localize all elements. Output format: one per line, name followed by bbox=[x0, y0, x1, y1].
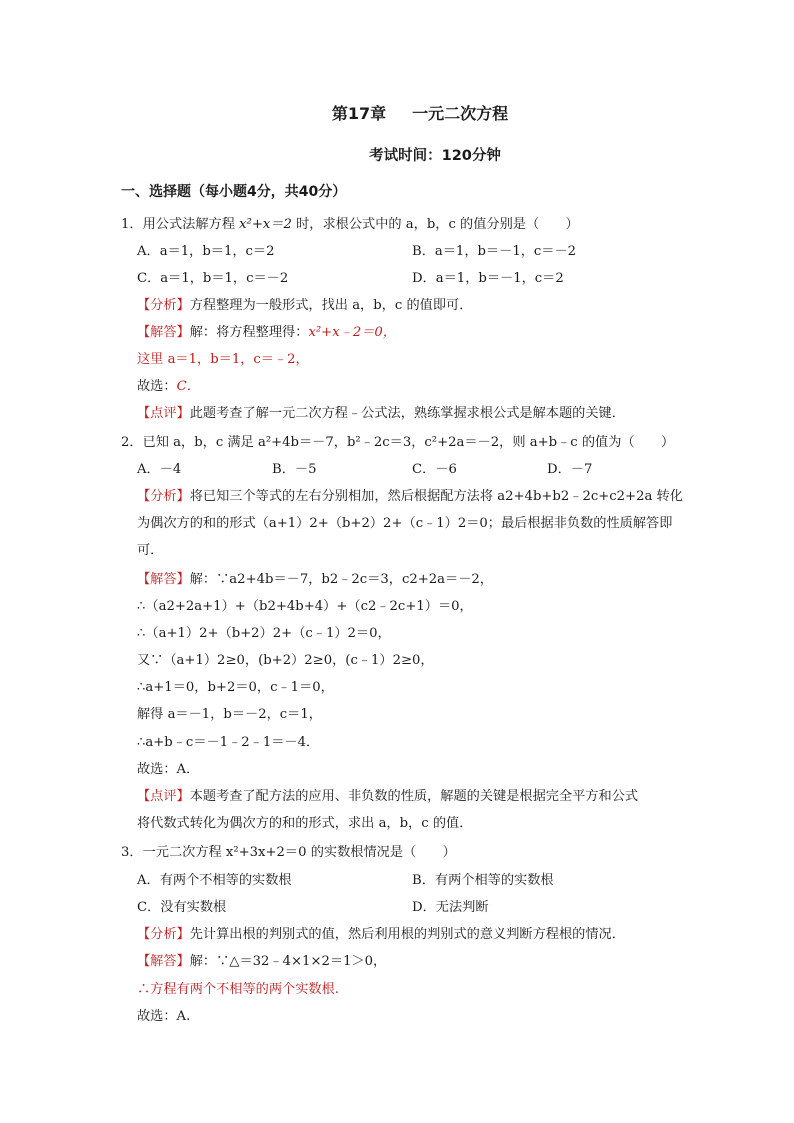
q2-step: 又∵（a+1）2≥0，(b+2）2≥0，(c﹣1）2≥0， bbox=[137, 653, 434, 668]
q1-stem: 1．用公式法解方程 x²+x＝2 时，求根公式中的 a，b，c 的值分别是（ ） bbox=[121, 217, 579, 232]
q2-stem: 2．已知 a，b，c 满足 a²+4b＝－7，b²﹣2c＝3，c²+2a＝－2，则 a+b﹣c 的值为（ ） bbox=[121, 435, 675, 450]
q3-conclusion: ∴方程有两个不相等的两个实数根. bbox=[137, 982, 340, 997]
q2-step: ∴a+1＝0，b+2＝0，c﹣1＝0， bbox=[137, 680, 334, 695]
q3-option-d: D．无法判断 bbox=[412, 900, 489, 915]
q2-analysis-line3: 可． bbox=[137, 543, 164, 558]
q3-option-a: A．有两个不相等的实数根 bbox=[137, 873, 292, 888]
chapter-title: 第17章 一元二次方程 bbox=[331, 104, 509, 123]
q3-solution: 【解答】解：∵△＝32﹣4×1×2＝1＞0， bbox=[137, 954, 387, 969]
exam-time: 考试时间：120分钟 bbox=[369, 148, 501, 164]
q2-step: ∴a+b﹣c＝－1﹣2﹣1＝－4． bbox=[137, 735, 320, 750]
q2-answer: 故选：A． bbox=[137, 762, 200, 777]
q3-answer: 故选：A. bbox=[137, 1009, 191, 1024]
q2-analysis-line2: 为偶次方的和的形式（a+1）2+（b+2）2+（c﹣1）2＝0；最后根据非负数的性质解答即 bbox=[137, 516, 673, 531]
q2-step: ∴（a2+2a+1）+（b2+4b+4）+（c2﹣2c+1）＝0， bbox=[137, 599, 473, 614]
q2-option-b: B．－5 bbox=[272, 462, 317, 477]
q2-step: ∴（a+1）2+（b+2）2+（c﹣1）2＝0， bbox=[137, 626, 391, 641]
q2-comment-line2: 将代数式转化为偶次方的和的形式，求出 a，b，c 的值． bbox=[137, 816, 473, 831]
q1-comment: 【点评】此题考查了解一元二次方程﹣公式法，熟练掌握求根公式是解本题的关键． bbox=[137, 406, 625, 421]
q2-comment: 【点评】本题考查了配方法的应用、非负数的性质，解题的关键是根据完全平方和公式 bbox=[137, 789, 639, 804]
q1-solution-step: 这里 a＝1，b＝1，c＝﹣2， bbox=[137, 352, 309, 367]
q2-step: 解得 a＝－1，b＝－2，c＝1， bbox=[137, 707, 322, 722]
q2-analysis: 【分析】将已知三个等式的左右分别相加，然后根据配方法将 a2+4b+b2﹣2c+c2+2a 转化 bbox=[137, 489, 683, 504]
q1-answer: 故选：C． bbox=[137, 379, 200, 394]
q1-option-b: B．a＝1，b＝－1，c＝－2 bbox=[412, 244, 577, 259]
q1-solution: 【解答】解：将方程整理得：x²+x﹣2＝0， bbox=[137, 325, 396, 340]
q3-stem: 3．一元二次方程 x²+3x+2＝0 的实数根情况是（ ） bbox=[121, 845, 456, 860]
q3-analysis: 【分析】先计算出根的判别式的值，然后利用根的判别式的意义判断方程根的情况． bbox=[137, 927, 625, 942]
q2-option-d: D．－7 bbox=[547, 462, 593, 477]
q1-analysis: 【分析】方程整理为一般形式，找出 a，b，c 的值即可． bbox=[137, 298, 473, 313]
q3-option-b: B．有两个相等的实数根 bbox=[412, 873, 554, 888]
section-heading: 一、选择题（每小题4分，共40分） bbox=[121, 184, 347, 200]
q2-solution: 【解答】解：∵a2+4b＝－7，b2﹣2c＝3，c2+2a＝－2， bbox=[137, 572, 493, 587]
q2-option-a: A．－4 bbox=[137, 462, 182, 477]
q1-option-a: A．a＝1，b＝1，c＝2 bbox=[137, 244, 275, 259]
q1-option-d: D．a＝1，b＝－1，c＝2 bbox=[412, 271, 564, 286]
q2-option-c: C．－6 bbox=[412, 462, 457, 477]
q1-option-c: C．a＝1，b＝1，c＝－2 bbox=[137, 271, 289, 286]
q3-option-c: C．没有实数根 bbox=[137, 900, 227, 915]
